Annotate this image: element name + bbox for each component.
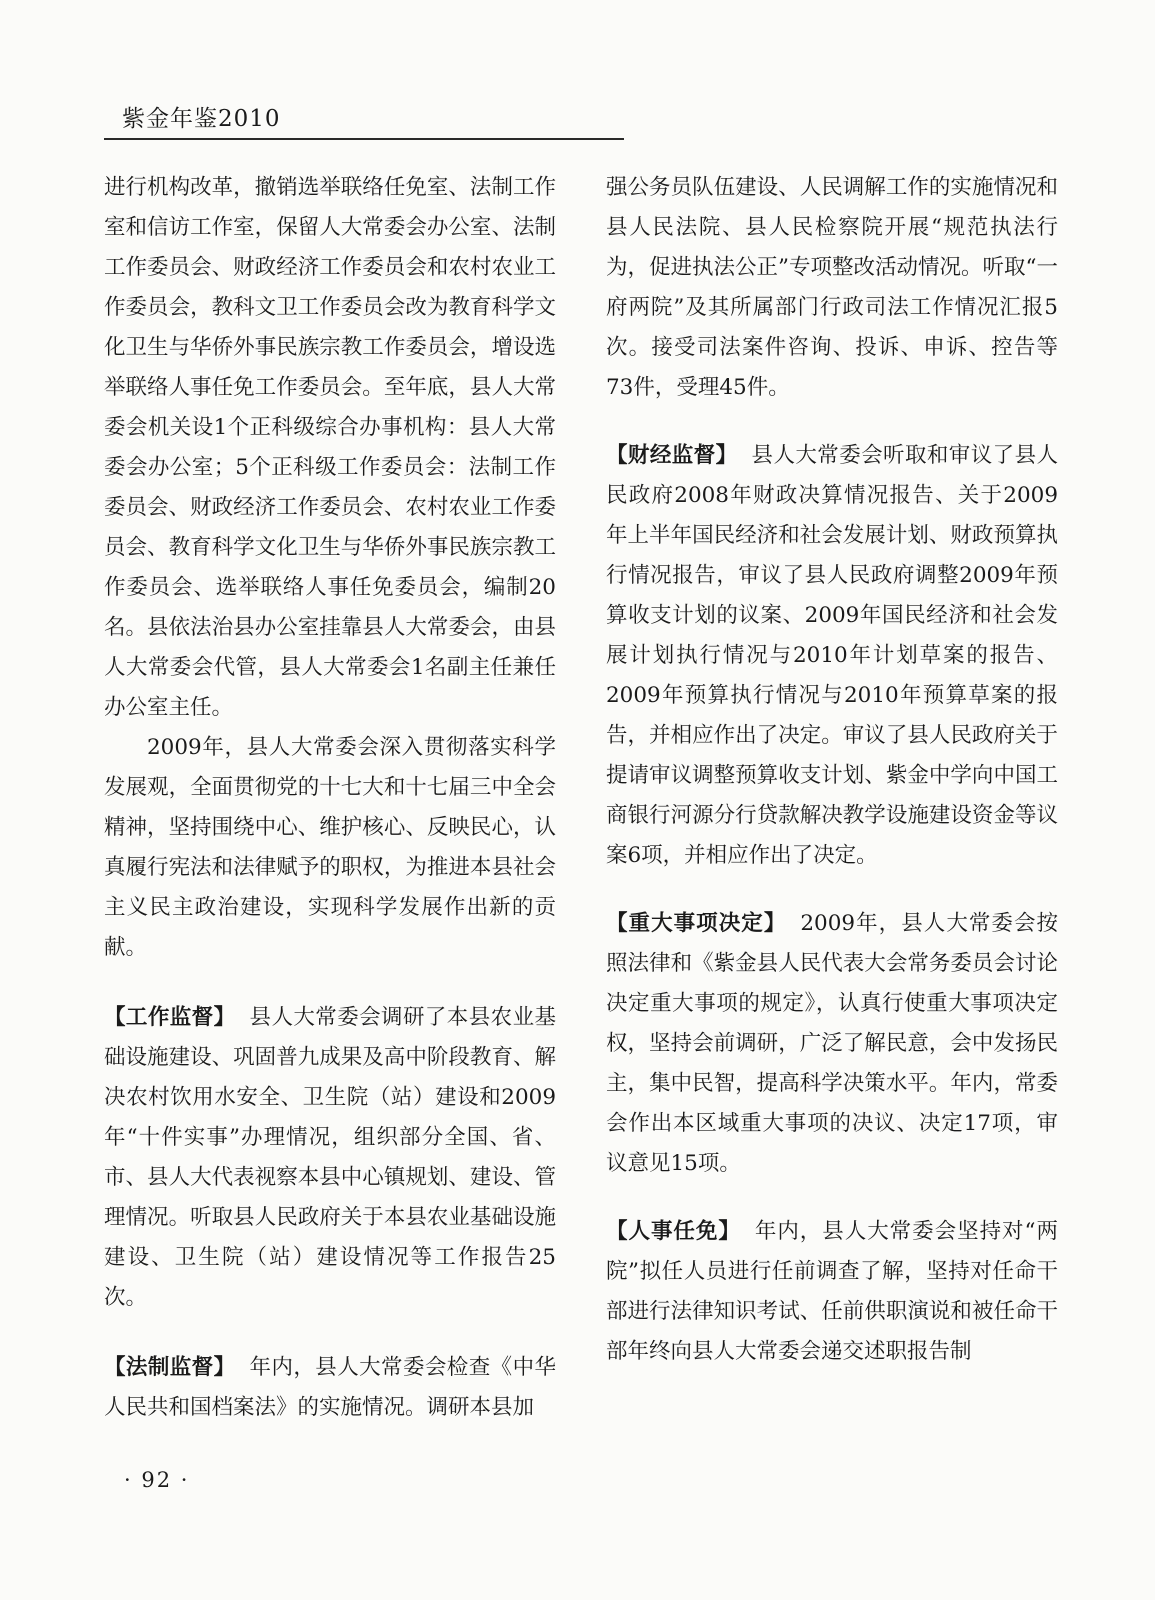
section-personnel: [606, 1212, 1058, 1372]
section-tag-finance-supervision: 【财经监督】: [606, 443, 738, 468]
section-text-finance-supervision: 县人大常委会听取和审议了县人民政府2008年财政决算情况报告、关于2009年上半年国民经济和社会发展计划、财政预算执行情况报告，审议了县人民政府调整2009年预算收支计划的议案、2009年国民经济和社会发展计划执行情况与2010年计划草案的报告、2009年预算执行情况与2010年预算草案的报告，并相应作出了决定。审议了县人民政府关于提请审议调整预算收支计划、紫金中学向中国工商银行河源分行贷款解决教学设施建设资金等议案6项，并相应作出了决定。: [606, 443, 1058, 868]
section-text-major-decisions: 2009年，县人大常委会按照法律和《紫金县人民代表大会常务委员会讨论决定重大事项的规定》，认真行使重大事项决定权，坚持会前调研，广泛了解民意，会中发扬民主，集中民智，提高科学决策水平。年内，常委会作出本区域重大事项的决议、决定17项，审议意见15项。: [606, 911, 1058, 1176]
section-tag-work-supervision: 【工作监督】: [104, 1005, 236, 1030]
section-tag-major-decisions: 【重大事项决定】: [606, 911, 787, 936]
section-legal-supervision: [104, 1348, 556, 1428]
section-major-decisions: [606, 904, 1058, 1184]
right-column: [606, 168, 1058, 1372]
left-column: [104, 168, 556, 1428]
paragraph-2009-overview: 2009年，县人大常委会深入贯彻落实科学发展观，全面贯彻党的十七大和十七届三中全会精神，坚持围绕中心、维护核心、反映民心，认真履行宪法和法律赋予的职权，为推进本县社会主义民主政治建设，实现科学发展作出新的贡献。: [104, 735, 556, 960]
running-header: 紫金年鉴2010: [122, 106, 281, 132]
section-finance-supervision: [606, 436, 1058, 876]
section-text-personnel: 年内，县人大常委会坚持对“两院”拟任人员进行任前调查了解，坚持对任命干部进行法律知识考试、任前供职演说和被任命干部年终向县人大常委会递交述职报告制: [606, 1219, 1058, 1364]
section-work-supervision: [104, 998, 556, 1318]
paragraph-continued: 强公务员队伍建设、人民调解工作的实施情况和县人民法院、县人民检察院开展“规范执法行为，促进执法公正”专项整改活动情况。听取“一府两院”及其所属部门行政司法工作情况汇报5次。接受司法案件咨询、投诉、申诉、控告等73件，受理45件。: [606, 175, 1058, 400]
section-text-work-supervision: 县人大常委会调研了本县农业基础设施建设、巩固普九成果及高中阶段教育、解决农村饮用水安全、卫生院（站）建设和2009年“十件实事”办理情况，组织部分全国、省、市、县人大代表视察本县中心镇规划、建设、管理情况。听取县人民政府关于本县农业基础设施建设、卫生院（站）建设情况等工作报告25次。: [104, 1005, 556, 1310]
section-text-legal-supervision: 年内，县人大常委会检查《中华人民共和国档案法》的实施情况。调研本县加: [104, 1355, 556, 1420]
paragraph-organization: 进行机构改革，撤销选举联络任免室、法制工作室和信访工作室，保留人大常委会办公室、法制工作委员会、财政经济工作委员会和农村农业工作委员会，教科文卫工作委员会改为教育科学文化卫生与华侨外事民族宗教工作委员会，增设选举联络人事任免工作委员会。至年底，县人大常委会机关设1个正科级综合办事机构：县人大常委会办公室；5个正科级工作委员会：法制工作委员会、财政经济工作委员会、农村农业工作委员会、教育科学文化卫生与华侨外事民族宗教工作委员会、选举联络人事任免委员会，编制20名。县依法治县办公室挂靠县人大常委会，由县人大常委会代管，县人大常委会1名副主任兼任办公室主任。: [104, 175, 556, 720]
page-number: · 92 ·: [124, 1468, 190, 1492]
header-rule: [104, 138, 624, 140]
section-tag-legal-supervision: 【法制监督】: [104, 1355, 236, 1380]
section-tag-personnel: 【人事任免】: [606, 1219, 741, 1244]
